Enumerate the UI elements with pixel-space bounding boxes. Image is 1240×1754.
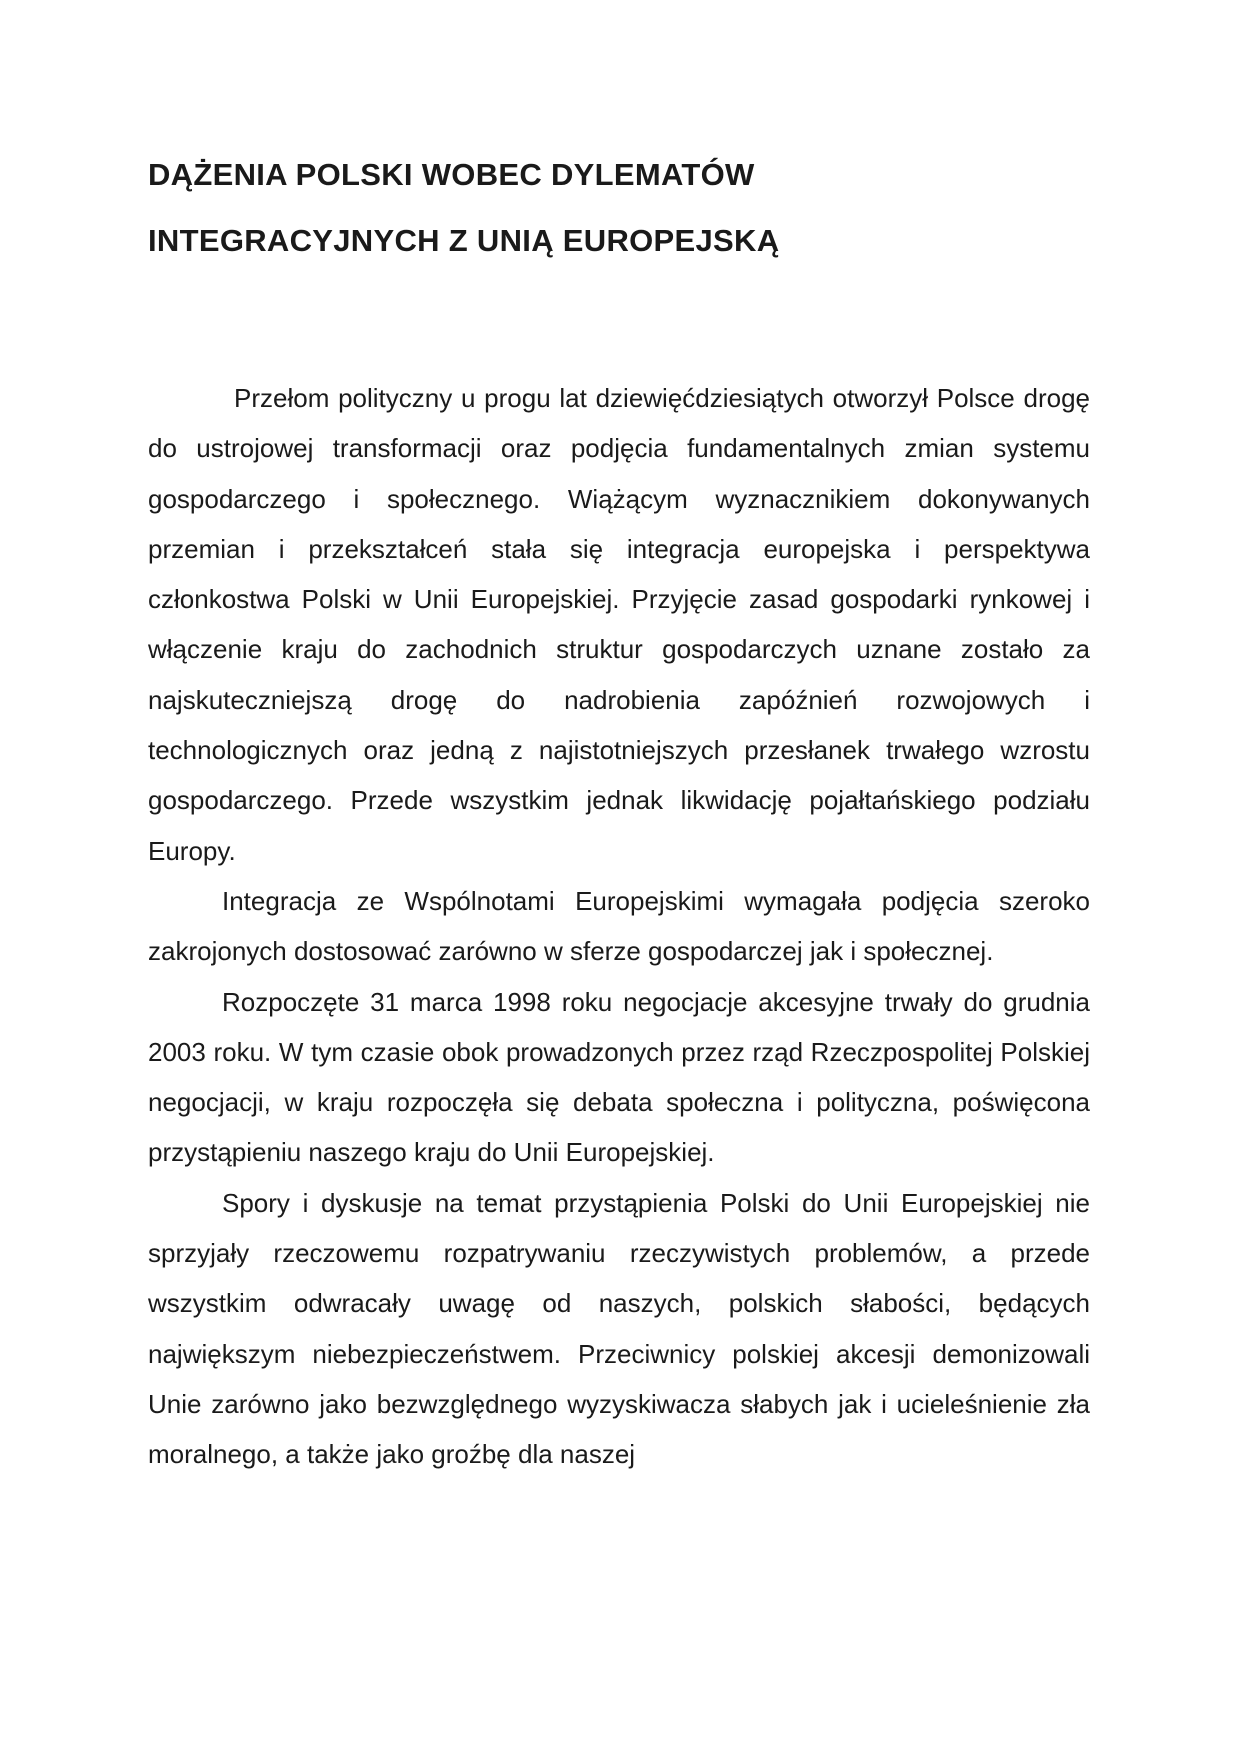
document-body: [148, 373, 1090, 1480]
paragraph-1: Przełom polityczny u progu lat dziewięćdziesiątych otworzył Polsce drogę do ustrojowej transformacji oraz podjęcia fundamentalnych zmian systemu gospodarczego i społecznego. Wiążącym wyznacznikiem dokonywanych przemian i przekształceń stała się integracja europejska i perspektywa członkostwa Polski w Unii Europejskiej. Przyjęcie zasad gospodarki rynkowej i włączenie kraju do zachodnich struktur gospodarczych uznane zostało za najskuteczniejszą drogę do nadrobienia zapóźnień rozwojowych i technologicznych oraz jedną z najistotniejszych przesłanek trwałego wzrostu gospodarczego. Przede wszystkim jednak likwidację pojałtańskiego podziału Europy.: [148, 383, 1090, 866]
title-line-1: DĄŻENIA POLSKI WOBEC DYLEMATÓW: [148, 157, 755, 192]
paragraph-4: Spory i dyskusje na temat przystąpienia Polski do Unii Europejskiej nie sprzyjały rzeczowemu rozpatrywaniu rzeczywistych problemów, a przede wszystkim odwracały uwagę od naszych, polskich słabości, będących największym niebezpieczeństwem. Przeciwnicy polskiej akcesji demonizowali Unie zarówno jako bezwzględnego wyzyskiwacza słabych jak i ucieleśnienie zła moralnego, a także jako groźbę dla naszej: [148, 1187, 1090, 1470]
paragraph-3: Rozpoczęte 31 marca 1998 roku negocjacje akcesyjne trwały do grudnia 2003 roku. W tym czasie obok prowadzonych przez rząd Rzeczpospolitej Polskiej negocjacji, w kraju rozpoczęła się debata społeczna i polityczna, poświęcona przystąpieniu naszego kraju do Unii Europejskiej.: [148, 986, 1090, 1168]
title-line-2: INTEGRACYJNYCH Z UNIĄ EUROPEJSKĄ: [148, 223, 780, 258]
document-title: [148, 142, 1108, 274]
paragraph-2: Integracja ze Wspólnotami Europejskimi wymagała podjęcia szeroko zakrojonych dostosować zarówno w sferze gospodarczej jak i społecznej.: [148, 885, 1090, 967]
